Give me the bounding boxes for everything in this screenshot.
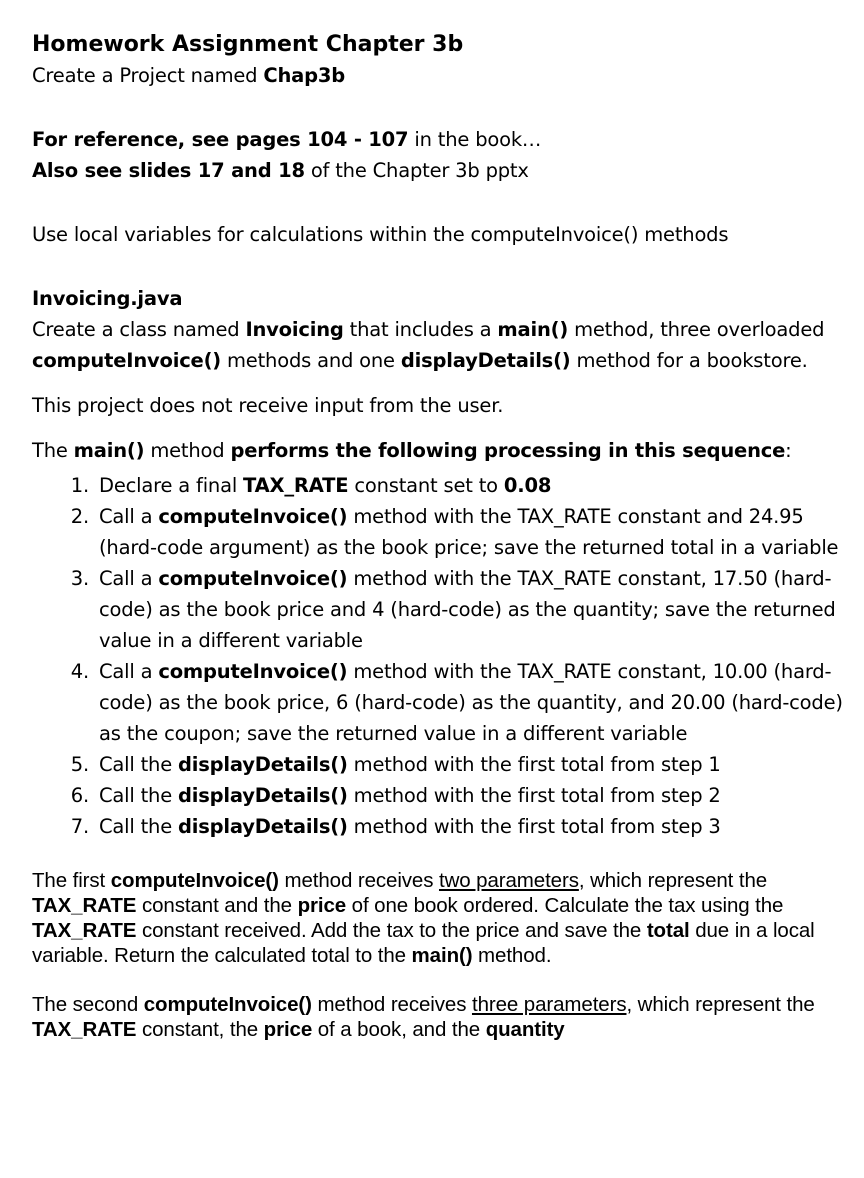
desc-text: of a book, and the xyxy=(312,1018,486,1041)
compute-invoice-ref: computeInvoice() xyxy=(32,349,222,372)
step-text: method with the TAX_RATE constant, 17.50 (hard-code) as the book price and 4 (hard-code) as the quantity; save the returned value in a different variable xyxy=(99,567,836,652)
local-variables-note: Use local variables for calculations within the computeInvoice() methods xyxy=(32,223,729,246)
class-desc-text: Create a class named xyxy=(32,318,246,341)
main-seq-text: The xyxy=(32,439,74,462)
step-item xyxy=(95,656,852,749)
second-method-description xyxy=(32,992,852,1042)
document-title: Homework Assignment Chapter 3b xyxy=(32,32,464,57)
desc-text: of one book ordered. Calculate the tax using the xyxy=(346,894,784,917)
step-item xyxy=(95,780,852,811)
quantity-ref: quantity xyxy=(485,1018,565,1041)
desc-text: The first xyxy=(32,869,111,892)
main-sequence-intro xyxy=(32,435,852,466)
step-item xyxy=(95,811,852,842)
three-parameters-underlined: three parameters xyxy=(471,993,627,1016)
step-text: method with the TAX_RATE constant and 24.95 (hard-code argument) as the book price; save the returned total in a variable xyxy=(99,505,839,559)
step-text: Call the xyxy=(99,815,178,838)
step-text: method with the first total from step 1 xyxy=(347,753,721,776)
desc-text: constant, the xyxy=(136,1018,264,1041)
class-desc-text: methods and one xyxy=(221,349,401,372)
class-desc-text: method, three overloaded xyxy=(568,318,825,341)
steps-list xyxy=(32,470,852,842)
desc-text: , which represent the xyxy=(626,993,815,1016)
display-details-ref: displayDetails() xyxy=(400,349,571,372)
slides-rest: of the Chapter 3b pptx xyxy=(304,159,529,182)
file-heading xyxy=(32,283,852,314)
compute-invoice-ref: computeInvoice() xyxy=(158,505,348,528)
first-method-description xyxy=(32,868,852,968)
two-parameters-underlined: two parameters xyxy=(438,869,579,892)
class-desc-text: that includes a xyxy=(343,318,498,341)
display-details-ref: displayDetails() xyxy=(178,753,348,776)
desc-text: due in a local variable. Return the calculated total to the xyxy=(32,919,815,967)
main-method-ref: main() xyxy=(497,318,569,341)
step-text: method with the first total from step 3 xyxy=(347,815,721,838)
desc-text: constant and the xyxy=(136,894,298,917)
step-item xyxy=(95,501,852,563)
step-item xyxy=(95,470,852,501)
slides-line xyxy=(32,155,852,186)
slides-ref: Also see slides 17 and 18 xyxy=(32,159,305,182)
class-description xyxy=(32,314,852,376)
step-item xyxy=(95,749,852,780)
step-text: method with the TAX_RATE constant, 10.00 (hard-code) as the book price, 6 (hard-code) as the quantity, and 20.00 (hard-code) as the coupon; save the returned value in a different variable xyxy=(99,660,843,745)
main-seq-text: : xyxy=(785,439,792,462)
class-name: Invoicing xyxy=(245,318,344,341)
reference-pages: For reference, see pages 104 - 107 xyxy=(32,128,409,151)
main-method-ref: main() xyxy=(411,944,473,967)
display-details-ref: displayDetails() xyxy=(178,815,348,838)
desc-text: The second xyxy=(32,993,144,1016)
tax-rate-value: 0.08 xyxy=(503,474,552,497)
project-prefix: Create a Project named xyxy=(32,64,264,87)
compute-invoice-ref: computeInvoice() xyxy=(158,660,348,683)
document-page xyxy=(32,30,852,1042)
total-ref: total xyxy=(646,919,690,942)
step-text: constant set to xyxy=(348,474,504,497)
tax-rate-ref: TAX_RATE xyxy=(32,919,137,942)
compute-invoice-ref: computeInvoice() xyxy=(158,567,348,590)
desc-text: method. xyxy=(472,944,552,967)
step-text: Call a xyxy=(99,567,159,590)
class-desc-text: method for a bookstore. xyxy=(570,349,808,372)
step-text: Call the xyxy=(99,784,178,807)
tax-rate-ref: TAX_RATE xyxy=(243,474,349,497)
no-input-note: This project does not receive input from the user. xyxy=(32,394,504,417)
step-text: Call the xyxy=(99,753,178,776)
price-ref: price xyxy=(263,1018,313,1041)
tax-rate-ref: TAX_RATE xyxy=(32,1018,137,1041)
desc-text: constant received. Add the tax to the price and save the xyxy=(136,919,647,942)
main-method-ref: main() xyxy=(73,439,145,462)
desc-text: method receives xyxy=(278,869,439,892)
compute-invoice-ref: computeInvoice() xyxy=(110,869,279,892)
reference-rest: in the book… xyxy=(408,128,542,151)
compute-invoice-ref: computeInvoice() xyxy=(143,993,312,1016)
desc-text: method receives xyxy=(311,993,472,1016)
desc-text: , which represent the xyxy=(578,869,768,892)
reference-line xyxy=(32,124,852,155)
step-text: method with the first total from step 2 xyxy=(347,784,721,807)
step-text: Call a xyxy=(99,505,159,528)
step-text: Call a xyxy=(99,660,159,683)
step-text: Declare a final xyxy=(99,474,244,497)
tax-rate-ref: TAX_RATE xyxy=(32,894,137,917)
display-details-ref: displayDetails() xyxy=(178,784,348,807)
main-seq-text: method xyxy=(144,439,231,462)
main-seq-bold: performs the following processing in this sequence xyxy=(230,439,786,462)
step-item xyxy=(95,563,852,656)
file-heading-text: Invoicing.java xyxy=(32,287,183,310)
project-name: Chap3b xyxy=(263,64,345,87)
price-ref: price xyxy=(297,894,347,917)
project-line xyxy=(32,60,852,91)
